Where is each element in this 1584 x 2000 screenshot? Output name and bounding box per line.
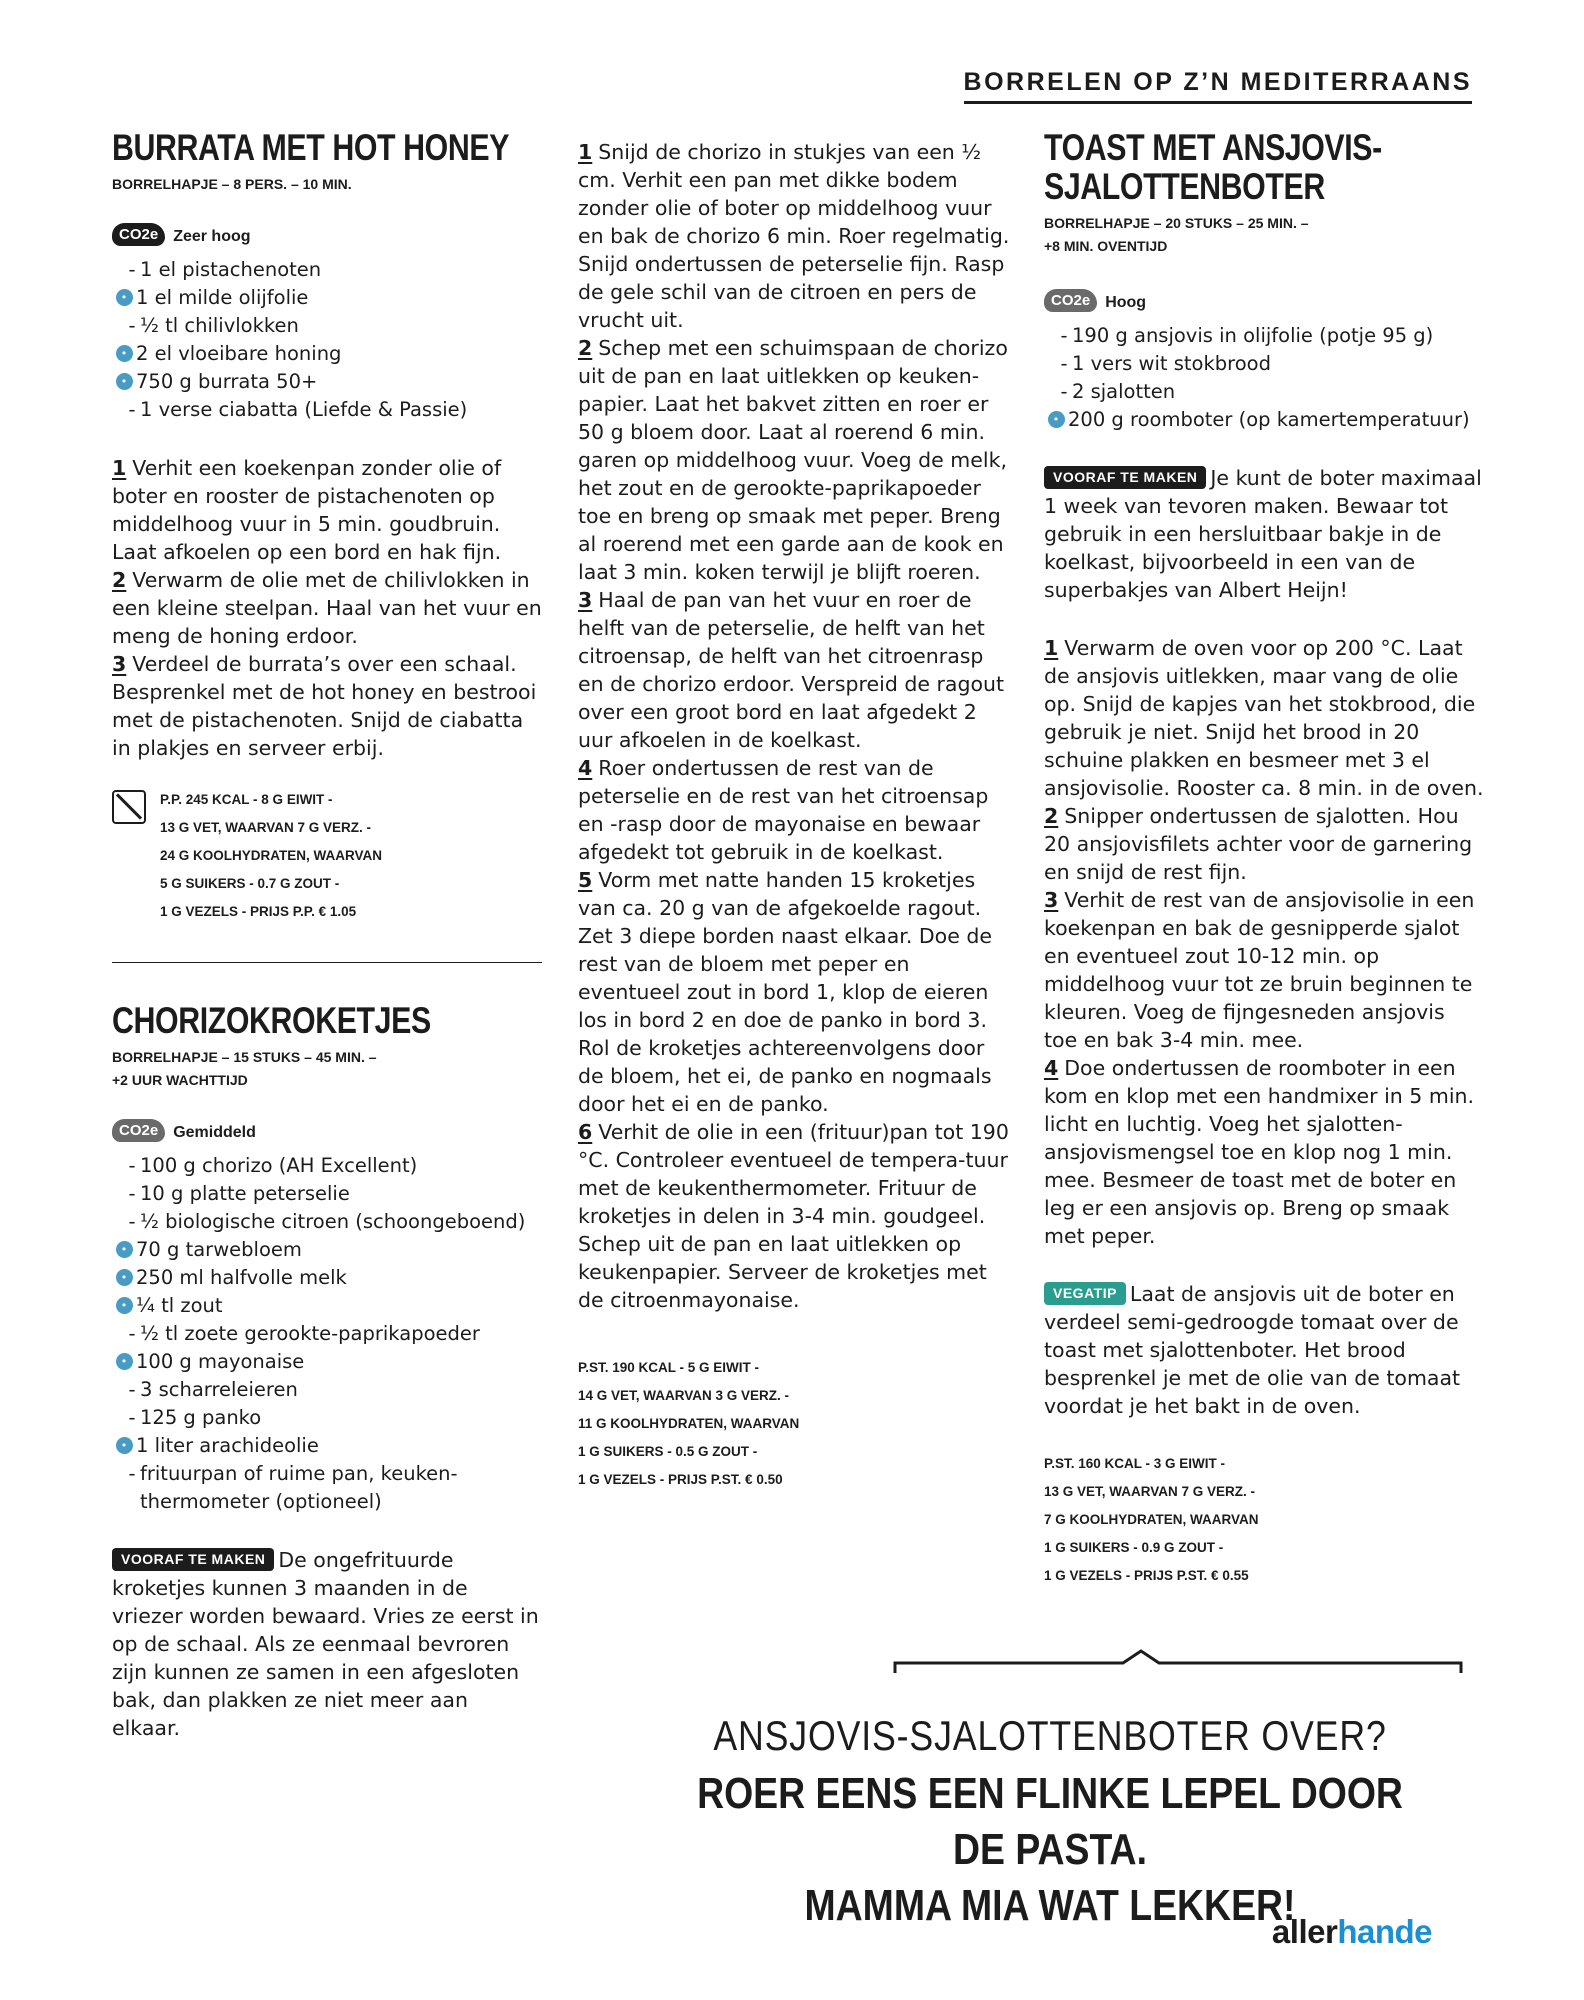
recipe-title-burrata: BURRATA MET HOT HONEY — [112, 127, 510, 168]
ingredient-text: 100 g mayonaise — [136, 1350, 305, 1373]
recipe-steps — [578, 138, 1010, 1314]
dash-bullet: - — [128, 1154, 136, 1177]
column-right — [1044, 128, 1484, 1590]
make-ahead-badge: VOORAF TE MAKEN — [1044, 466, 1206, 489]
dash-bullet: - — [1060, 380, 1068, 403]
ingredient-text: 2 el vloeibare honing — [136, 342, 342, 365]
step-text: Schep met een schuimspaan de chorizo uit de pan en laat uitlekken op keuken-papier. Laat het bakvet zitten en roer er 50 g bloem door. Laat al roerend 6 min. garen op middelhoog vuur. Voeg de melk, het zout en de gerookte-paprikapoeder toe en breng op smaak met peper. Breng al roerend met een garde aan de kook en laat 3 min. koken terwijl je blijft roeren. — [578, 336, 1008, 584]
nutrition-line: P.P. 245 KCAL - 8 G EIWIT - — [160, 792, 333, 807]
meta-line: BORRELHAPJE – 15 STUKS – 45 MIN. – — [112, 1049, 377, 1065]
nutrition-block — [112, 786, 542, 926]
step-text: Vorm met natte handen 15 kroketjes van ca. 20 g van de afgekoelde ragout. Zet 3 diepe borden naast elkaar. Doe de rest van de bloem met peper en eventueel zout in bord 1, klop de eieren los in bord 2 en doe de panko in bord 3. Rol de kroketjes achtereenvolgens door de bloem, het ei, de panko en nogmaals door het ei en de panko. — [578, 868, 992, 1116]
recipe-step — [578, 138, 1010, 334]
ingredient-text: 70 g tarwebloem — [136, 1238, 302, 1261]
ingredient-text: 10 g platte peterselie — [140, 1182, 350, 1205]
step-text: Verwarm de oven voor op 200 °C. Laat de ansjovis uitlekken, maar vang de olie op. Snijd de kapjes van het stokbrood, die gebruik je niet. Snijd het brood in 20 schuine plakken en besmeer met 3 el ansjovisolie. Rooster ca. 8 min. in de oven. — [1044, 636, 1484, 800]
brand-part: aller — [1271, 1913, 1338, 1950]
ingredient-item — [112, 1404, 542, 1432]
nutrition-line: 24 G KOOLHYDRATEN, WAARVAN — [160, 848, 383, 863]
dash-bullet: - — [128, 1378, 136, 1401]
nutrition-line: 1 G SUIKERS - 0.5 G ZOUT - — [578, 1444, 758, 1459]
nutrition-line: 14 G VET, WAARVAN 3 G VERZ. - — [578, 1388, 790, 1403]
ingredient-text: frituurpan of ruime pan, keuken-thermometer (optioneel) — [140, 1462, 458, 1513]
ingredient-item — [112, 1376, 542, 1404]
step-number: 4 — [1044, 1056, 1059, 1080]
step-number: 1 — [578, 140, 593, 164]
brand-logo — [1272, 1913, 1432, 1951]
title-line: TOAST MET ANSJOVIS- — [1044, 127, 1382, 168]
ingredient-item — [112, 340, 542, 368]
nutrition-facts — [578, 1354, 1010, 1494]
ingredient-text: 1 el pistachenoten — [140, 258, 322, 281]
recipe-step — [578, 754, 1010, 866]
ingredient-item — [112, 1432, 542, 1460]
drop-icon: • — [112, 1348, 136, 1370]
nutrition-line: 1 G VEZELS - PRIJS P.ST. € 0.55 — [1044, 1568, 1249, 1583]
ingredient-item — [1044, 378, 1484, 406]
step-text: Verhit een koekenpan zonder olie of boter en rooster de pistachenoten op middelhoog vuur in 5 min. goudbruin. Laat afkoelen op een bord en hak fijn. — [112, 456, 502, 564]
ingredient-text: 1 el milde olijfolie — [136, 286, 309, 309]
dash-bullet: - — [128, 1182, 136, 1205]
step-number: 5 — [578, 868, 593, 892]
ingredient-text: 200 g roomboter (op kamertemperatuur) — [1068, 408, 1470, 431]
ingredient-item — [112, 256, 542, 284]
dash-bullet: - — [128, 1462, 136, 1485]
ingredient-item — [112, 1292, 542, 1320]
co2-cloud-icon: CO2e — [112, 1119, 165, 1142]
nutrition-facts — [1044, 1450, 1484, 1590]
dash-bullet: - — [128, 1406, 136, 1429]
step-number: 4 — [578, 756, 593, 780]
nutrition-line: 1 G VEZELS - PRIJS P.P. € 1.05 — [160, 904, 357, 919]
make-ahead-text: De ongefrituurde kroketjes kunnen 3 maanden in de vriezer worden bewaard. Vries ze eerst in op de schaal. Als ze eenmaal bevroren zijn kunnen ze samen in een afgesloten bak, dan plakken ze niet meer aan elkaar. — [112, 1548, 539, 1740]
co2-cloud-icon: CO2e — [112, 223, 165, 246]
dash-bullet: - — [128, 1322, 136, 1345]
dash-bullet: - — [128, 258, 136, 281]
ingredient-text: 3 scharreleieren — [140, 1378, 298, 1401]
make-ahead-text: Je kunt de boter maximaal 1 week van tevoren maken. Bewaar tot gebruik in een hersluitbaar bakje in de koelkast, bijvoorbeeld in een van de superbakjes van Albert Heijn! — [1044, 466, 1482, 602]
nutrition-line: 1 G VEZELS - PRIJS P.ST. € 0.50 — [578, 1472, 783, 1487]
ingredient-list — [112, 1152, 542, 1516]
step-number: 2 — [578, 336, 593, 360]
vega-badge: VEGATIP — [1044, 1282, 1126, 1305]
recipe-step — [1044, 802, 1484, 886]
step-number: 3 — [112, 652, 127, 676]
recipe-meta — [1044, 212, 1484, 258]
ingredient-item — [112, 1180, 542, 1208]
step-text: Roer ondertussen de rest van de peterselie en de rest van het citroensap en -rasp door de mayonaise en bewaar afgedekt tot gebruik in de koelkast. — [578, 756, 989, 864]
step-text: Doe ondertussen de roomboter in een kom en klop met een handmixer in 5 min. licht en luchtig. Voeg het sjalotten-ansjovismengsel toe en klop nog 1 min. mee. Besmeer de toast met de boter en leg er een ansjovis op. Breng op smaak met peper. — [1044, 1056, 1475, 1248]
nutrition-icon — [112, 790, 146, 824]
ingredient-list — [1044, 322, 1484, 434]
ingredient-item — [112, 368, 542, 396]
title-line: SJALOTTENBOTER — [1044, 166, 1325, 207]
step-text: Verhit de rest van de ansjovisolie in een koekenpan en bak de gesnipperde sjalot en eventueel zout 10-12 min. op middelhoog vuur tot ze bruin beginnen te kleuren. Voeg de fijngesneden ansjovis toe en bak 3-4 min. mee. — [1044, 888, 1475, 1052]
nutrition-facts — [160, 786, 382, 926]
recipe-step — [578, 586, 1010, 754]
recipe-meta: BORRELHAPJE – 8 PERS. – 10 MIN. — [112, 176, 352, 192]
step-text: Snijd de chorizo in stukjes van een ½ cm. Verhit een pan met dikke bodem zonder olie of boter op middelhoog vuur en bak de chorizo 6 min. Roer regelmatig. Snijd ondertussen de peterselie fijn. Rasp de gele schil van de citroen en pers de vrucht uit. — [578, 140, 1010, 332]
ingredient-text: 100 g chorizo (AH Excellent) — [140, 1154, 418, 1177]
drop-icon: • — [112, 368, 136, 390]
ingredient-item — [1044, 350, 1484, 378]
co2-level: Gemiddeld — [173, 1124, 256, 1141]
tip-answer-line: ROER EENS EEN FLINKE LEPEL DOOR DE PASTA. — [697, 1769, 1403, 1874]
step-number: 1 — [112, 456, 127, 480]
meta-line: BORRELHAPJE – 20 STUKS – 25 MIN. – — [1044, 215, 1309, 231]
step-number: 3 — [578, 588, 593, 612]
recipe-step — [112, 650, 542, 762]
make-ahead-note — [112, 1546, 542, 1742]
ingredient-item — [112, 1152, 542, 1180]
nutrition-line: 13 G VET, WAARVAN 7 G VERZ. - — [1044, 1484, 1256, 1499]
tip-answer — [685, 1766, 1416, 1934]
ingredient-item — [112, 1348, 542, 1376]
nutrition-line: 13 G VET, WAARVAN 7 G VERZ. - — [160, 820, 372, 835]
drop-icon: • — [112, 340, 136, 362]
step-text: Haal de pan van het vuur en roer de helft van de peterselie, de helft van het citroensap, de helft van het citroenrasp en de chorizo erdoor. Verspreid de ragout over een groot bord en laat afgedekt 2 uur afkoelen in de koelkast. — [578, 588, 1005, 752]
co2-cloud-icon: CO2e — [1044, 289, 1097, 312]
ingredient-item — [112, 1460, 542, 1516]
dash-bullet: - — [128, 314, 136, 337]
recipe-step — [1044, 1054, 1484, 1250]
ingredient-text: ¼ tl zout — [136, 1294, 223, 1317]
dash-bullet: - — [128, 1210, 136, 1233]
meta-line: +8 MIN. OVENTIJD — [1044, 238, 1168, 254]
step-number: 2 — [112, 568, 127, 592]
nutrition-line: P.ST. 190 KCAL - 5 G EIWIT - — [578, 1360, 760, 1375]
ingredient-text: ½ tl zoete gerookte-paprikapoeder — [140, 1322, 480, 1345]
recipe-title-toast — [1044, 128, 1405, 206]
recipe-meta — [112, 1046, 542, 1092]
vega-tip — [1044, 1280, 1484, 1420]
brand-part: hande — [1337, 1913, 1432, 1950]
ingredient-item — [112, 1236, 542, 1264]
step-text: Verhit de olie in een (frituur)pan tot 190 °C. Controleer eventueel de tempera-tuur met de keukenthermometer. Frituur de kroketjes in delen in 3-4 min. goudgeel. Schep uit de pan en laat uitlekken op keukenpapier. Serveer de kroketjes met de citroenmayonaise. — [578, 1120, 1009, 1312]
make-ahead-note — [1044, 464, 1484, 604]
co2-level: Zeer hoog — [173, 228, 251, 245]
drop-icon: • — [112, 1292, 136, 1314]
co2-indicator — [1044, 284, 1484, 316]
step-text: Snipper ondertussen de sjalotten. Hou 20 ansjovisfilets achter voor de garnering en snijd de rest fijn. — [1044, 804, 1473, 884]
drop-icon: • — [112, 284, 136, 306]
column-left — [112, 128, 542, 1742]
speech-bubble-line — [893, 1645, 1463, 1675]
drop-icon: • — [112, 1236, 136, 1258]
ingredient-text: 125 g panko — [140, 1406, 262, 1429]
ingredient-item — [112, 1264, 542, 1292]
recipe-step — [578, 1118, 1010, 1314]
recipe-step — [112, 566, 542, 650]
recipe-title-chorizokroketjes: CHORIZOKROKETJES — [112, 1000, 431, 1041]
co2-level: Hoog — [1105, 294, 1147, 311]
ingredient-text: 750 g burrata 50+ — [136, 370, 318, 393]
step-number: 1 — [1044, 636, 1059, 660]
step-text: Verdeel de burrata’s over een schaal. Besprenkel met de hot honey en bestrooi met de pistachenoten. Snijd de ciabatta in plakjes en serveer erbij. — [112, 652, 537, 760]
tip-answer-line: MAMMA MIA WAT LEKKER! — [804, 1881, 1296, 1930]
ingredient-text: 1 vers wit stokbrood — [1072, 352, 1271, 375]
nutrition-line: 1 G SUIKERS - 0.9 G ZOUT - — [1044, 1540, 1224, 1555]
recipe-step — [1044, 886, 1484, 1054]
ingredient-item — [112, 1208, 542, 1236]
ingredient-item — [112, 284, 542, 312]
section-header: BORRELEN OP Z’N MEDITERRAANS — [964, 68, 1472, 104]
co2-indicator — [112, 218, 542, 250]
vega-text: Laat de ansjovis uit de boter en verdeel semi-gedroogde tomaat over de toast met sjalottenboter. Het brood besprenkel je met de olie van de tomaat voordat je het bakt in de oven. — [1044, 1282, 1461, 1418]
drop-icon: • — [112, 1264, 136, 1286]
nutrition-line: 5 G SUIKERS - 0.7 G ZOUT - — [160, 876, 340, 891]
meta-line: +2 UUR WACHTTIJD — [112, 1072, 248, 1088]
recipe-steps — [112, 454, 542, 762]
dash-bullet: - — [1060, 324, 1068, 347]
nutrition-line: 11 G KOOLHYDRATEN, WAARVAN — [578, 1416, 800, 1431]
drop-icon: • — [1044, 406, 1068, 428]
tip-question: ANSJOVIS-SJALOTTENBOTER OVER? — [713, 1712, 1387, 1759]
step-number: 3 — [1044, 888, 1059, 912]
recipe-steps — [1044, 634, 1484, 1250]
ingredient-item — [1044, 406, 1484, 434]
nutrition-line: P.ST. 160 KCAL - 3 G EIWIT - — [1044, 1456, 1226, 1471]
ingredient-text: ½ tl chilivlokken — [140, 314, 299, 337]
ingredient-text: 2 sjalotten — [1072, 380, 1176, 403]
ingredient-text: 190 g ansjovis in olijfolie (potje 95 g) — [1072, 324, 1434, 347]
ingredient-text: 250 ml halfvolle melk — [136, 1266, 347, 1289]
recipe-step — [112, 454, 542, 566]
drop-icon: • — [112, 1432, 136, 1454]
dash-bullet: - — [128, 398, 136, 421]
step-number: 6 — [578, 1120, 593, 1144]
step-number: 2 — [1044, 804, 1059, 828]
dash-bullet: - — [1060, 352, 1068, 375]
recipe-step — [578, 866, 1010, 1118]
ingredient-item — [112, 1320, 542, 1348]
column-middle — [578, 138, 1010, 1494]
ingredient-item — [112, 396, 542, 424]
nutrition-line: 7 G KOOLHYDRATEN, WAARVAN — [1044, 1512, 1259, 1527]
ingredient-item — [1044, 322, 1484, 350]
recipe-step — [1044, 634, 1484, 802]
make-ahead-badge: VOORAF TE MAKEN — [112, 1548, 274, 1571]
step-text: Verwarm de olie met de chilivlokken in een kleine steelpan. Haal van het vuur en meng de honing erdoor. — [112, 568, 542, 648]
ingredient-text: 1 verse ciabatta (Liefde & Passie) — [140, 398, 468, 421]
divider — [112, 962, 542, 963]
recipe-step — [578, 334, 1010, 586]
ingredient-item — [112, 312, 542, 340]
ingredient-text: 1 liter arachideolie — [136, 1434, 319, 1457]
ingredient-text: ½ biologische citroen (schoongeboend) — [140, 1210, 526, 1233]
co2-indicator — [112, 1114, 542, 1146]
ingredient-list — [112, 256, 542, 424]
